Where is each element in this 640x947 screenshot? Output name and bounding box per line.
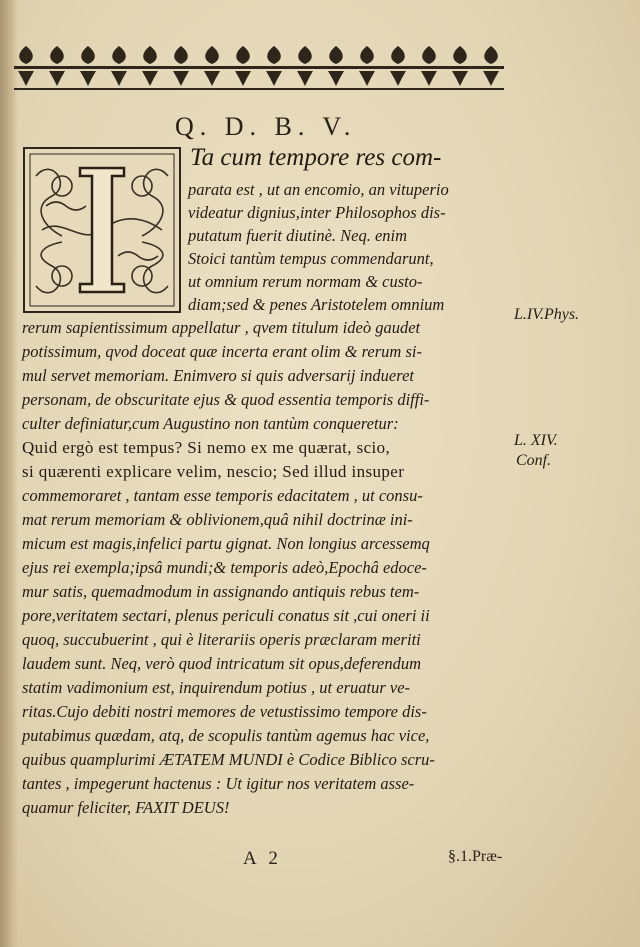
fleuron-bottom bbox=[235, 71, 251, 86]
binding-gutter bbox=[0, 0, 18, 947]
text-line: ut omnium rerum normam & custo- bbox=[188, 272, 423, 291]
fleuron-top bbox=[50, 46, 64, 64]
floral-initial-frame bbox=[22, 146, 182, 314]
fleuron-bottom bbox=[173, 71, 189, 86]
text-line: ejus rei exempla;ipsâ mundi;& temporis adeò,Epochâ edoce- bbox=[22, 558, 427, 577]
decorated-initial bbox=[22, 146, 182, 314]
text-line: videatur dignius,inter Philosophos dis- bbox=[188, 203, 446, 222]
fleuron-top bbox=[81, 46, 95, 64]
text-line: mul servet memoriam. Enimvero si quis adversarij indueret bbox=[22, 366, 414, 385]
fleuron-top bbox=[112, 46, 126, 64]
fleuron-bottom bbox=[204, 71, 220, 86]
margin-note-confessions: Conf. bbox=[516, 452, 552, 469]
fleuron-top bbox=[19, 46, 33, 64]
text-line: statim vadimonium est, inquirendum potius , ut eruatur ve- bbox=[22, 678, 411, 697]
signature-mark: A 2 bbox=[243, 848, 282, 869]
text-line: ritas.Cujo debiti nostri memores de vetustissimo tempore dis- bbox=[22, 702, 427, 721]
text-line: micum est magis,infelici partu gignat. Non longius arcessemq bbox=[22, 534, 430, 553]
fleuron-top bbox=[298, 46, 312, 64]
margin-note-book: L. XIV. bbox=[514, 432, 558, 449]
text-line: pore,veritatem sectari, plenus periculi conatus sit ,cui oneri ii bbox=[22, 606, 430, 625]
text-line: quamur feliciter, FAXIT DEUS! bbox=[22, 798, 230, 817]
text-line: rerum sapientissimum appellatur , qvem titulum ideò gaudet bbox=[22, 318, 421, 337]
fleuron-top bbox=[174, 46, 188, 64]
fleuron-top bbox=[360, 46, 374, 64]
fleuron-bottom bbox=[111, 71, 127, 86]
fleuron-bottom bbox=[142, 71, 158, 86]
text-line: quoq, succubuerint , qui è literariis operis præclaram meriti bbox=[22, 630, 421, 649]
fleuron-top bbox=[267, 46, 281, 64]
text-line: parata est , ut an encomio, an vituperio bbox=[188, 180, 449, 199]
fleuron-top bbox=[329, 46, 343, 64]
fleuron-bottom bbox=[483, 71, 499, 86]
text-line: laudem sunt. Neq, verò quod intricatum sit opus,deferendum bbox=[22, 654, 422, 673]
margin-note-physics: L.IV.Phys. bbox=[514, 306, 580, 323]
fleuron-bottom bbox=[390, 71, 406, 86]
fleuron-bottom bbox=[297, 71, 313, 86]
text-line: mur satis, quemadmodum in assignando antiquis rebus tem- bbox=[22, 582, 420, 601]
text-line: Stoici tantùm tempus commendarunt, bbox=[188, 249, 434, 268]
text-line: Quid ergò est tempus? Si nemo ex me quærat, scio, bbox=[22, 438, 391, 457]
fleuron-top bbox=[205, 46, 219, 64]
fleuron-top bbox=[236, 46, 250, 64]
ornamental-headpiece bbox=[14, 44, 504, 92]
fleuron-top bbox=[453, 46, 467, 64]
fleuron-bottom bbox=[421, 71, 437, 86]
fleuron-bottom bbox=[266, 71, 282, 86]
fleuron-bottom bbox=[359, 71, 375, 86]
text-line: mat rerum memoriam & oblivionem,quâ nihil doctrinæ ini- bbox=[22, 510, 413, 529]
text-line: putatum fuerit diutinè. Neq. enim bbox=[188, 226, 408, 245]
fleuron-top bbox=[391, 46, 405, 64]
text-line: quibus quamplurimi ÆTATEM MUNDI è Codice Biblico scru- bbox=[22, 750, 435, 769]
first-line: Ta cum tempore res com- bbox=[190, 144, 442, 171]
text-line: putabimus quædam, atq, de scopulis tantùm agemus hac vice, bbox=[22, 726, 430, 745]
text-line: si quærenti explicare velim, nescio; Sed illud insuper bbox=[22, 462, 405, 481]
text-line: potissimum, qvod doceat quæ incerta erant olim & rerum si- bbox=[22, 342, 422, 361]
heading-qdbv: Q. D. B. V. bbox=[175, 112, 357, 141]
fleuron-bottom bbox=[80, 71, 96, 86]
text-line: personam, de obscuritate ejus & quod essentia temporis diffi- bbox=[22, 390, 430, 409]
text-line: commemoraret , tantam esse temporis edacitatem , ut consu- bbox=[22, 486, 423, 505]
fleuron-top bbox=[484, 46, 498, 64]
text-line: culter definiatur,cum Augustino non tantùm conqueretur: bbox=[22, 414, 399, 433]
text-line: tantes , impegerunt hactenus : Ut igitur nos veritatem asse- bbox=[22, 774, 415, 793]
text-line: diam;sed & penes Aristotelem omnium bbox=[188, 295, 445, 314]
fleuron-bottom bbox=[18, 71, 34, 86]
fleuron-top bbox=[422, 46, 436, 64]
fleuron-bottom bbox=[328, 71, 344, 86]
fleuron-top bbox=[143, 46, 157, 64]
catchword: §.1.Præ- bbox=[448, 848, 503, 865]
fleuron-bottom bbox=[49, 71, 65, 86]
fleuron-bottom bbox=[452, 71, 468, 86]
